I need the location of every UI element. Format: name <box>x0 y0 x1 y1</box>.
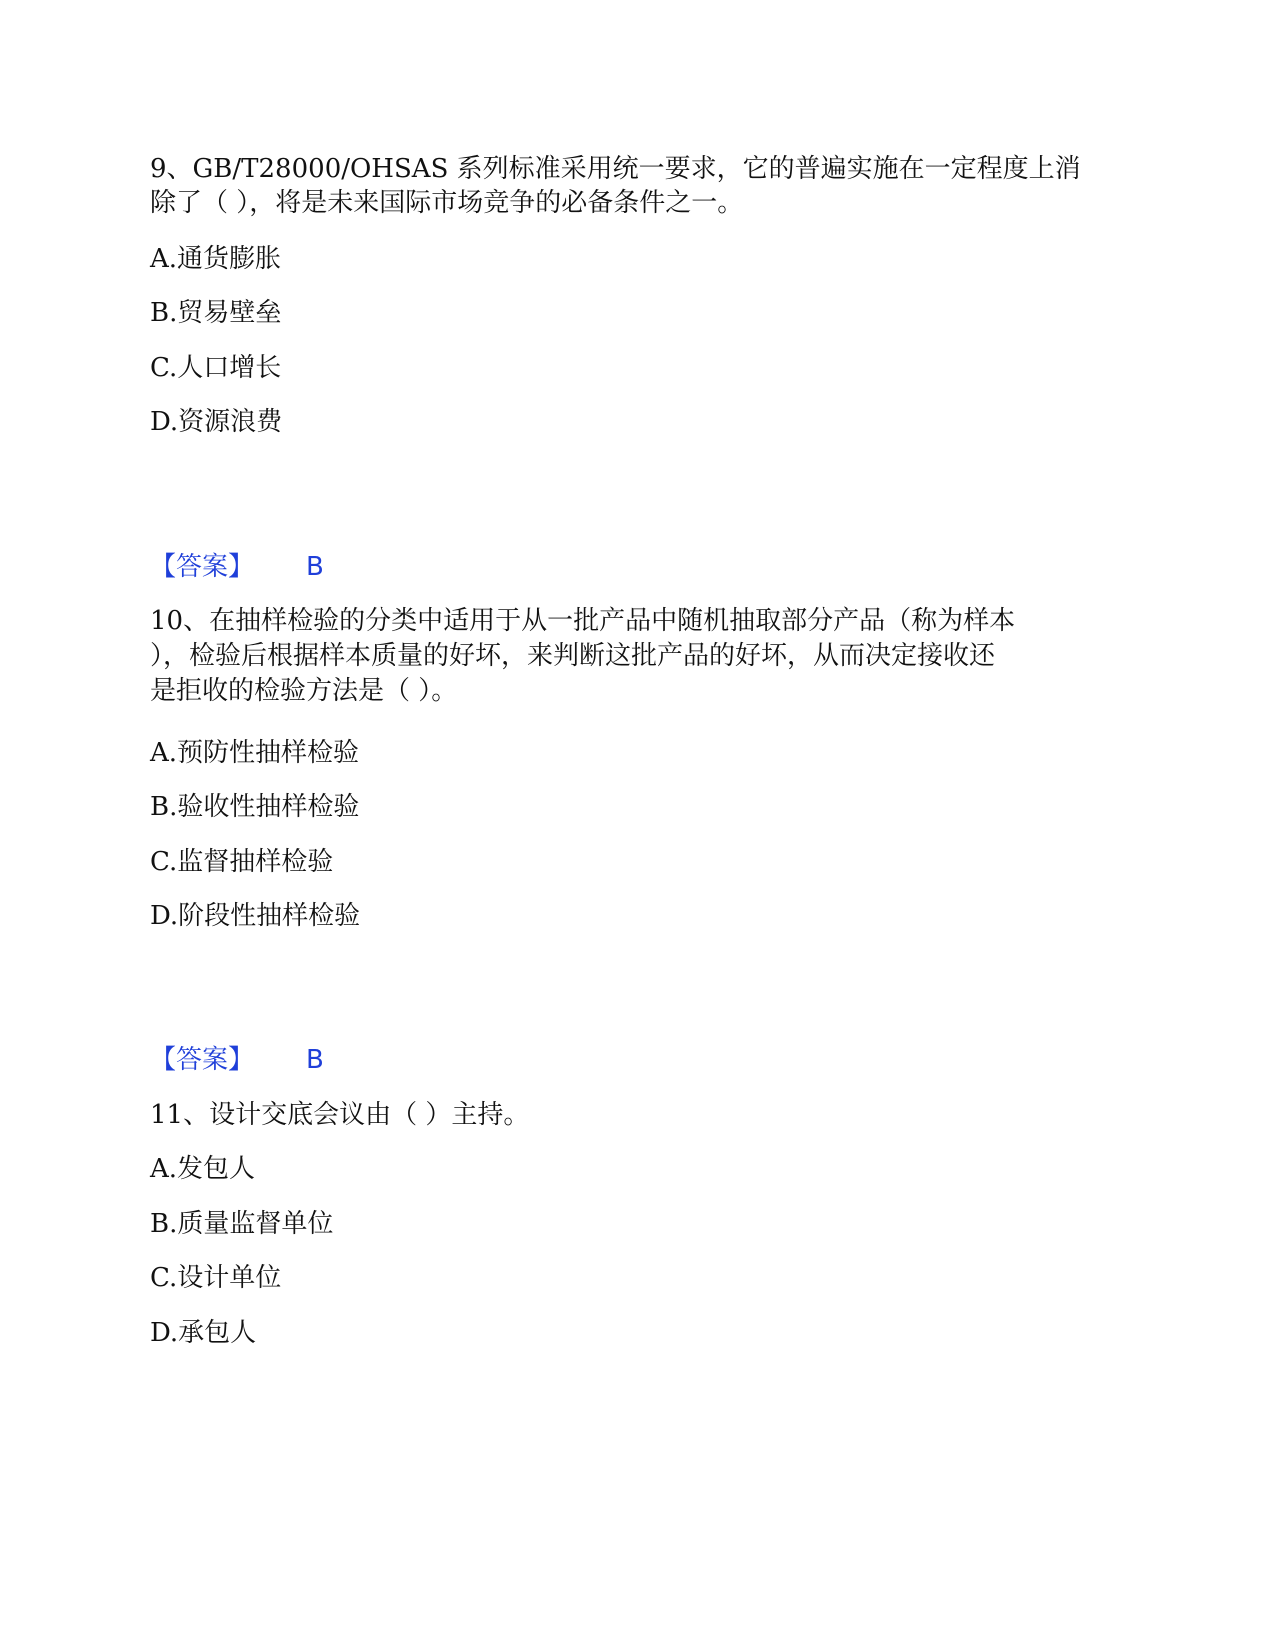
q9-stem-line-1: 9、GB/T28000/OHSAS 系列标准采用统一要求，它的普遍实施在一定程度上消 <box>150 154 1081 184</box>
q9-answer-value: B <box>306 552 324 582</box>
q10-stem-line-3: 是拒收的检验方法是（ ）。 <box>150 676 458 706</box>
q11-stem-line-1: 11、设计交底会议由（ ）主持。 <box>150 1100 530 1130</box>
q9-stem-line-2: 除了（ ），将是未来国际市场竞争的必备条件之一。 <box>150 188 744 218</box>
q10-option-a: A.预防性抽样检验 <box>150 738 360 768</box>
q9-answer-label: 【答案】 <box>150 552 255 582</box>
q10-stem-line-1: 10、在抽样检验的分类中适用于从一批产品中随机抽取部分产品（称为样本 <box>150 606 1016 636</box>
q9-option-b: B.贸易壁垒 <box>150 298 282 328</box>
q10-option-c: C.监督抽样检验 <box>150 847 334 877</box>
q10-option-d: D.阶段性抽样检验 <box>150 901 361 931</box>
q10-answer-label: 【答案】 <box>150 1045 255 1075</box>
q10-answer-value: B <box>306 1045 324 1075</box>
q9-option-a: A.通货膨胀 <box>150 244 282 274</box>
q11-option-b: B.质量监督单位 <box>150 1209 334 1239</box>
q11-option-a: A.发包人 <box>150 1154 256 1184</box>
q11-option-d: D.承包人 <box>150 1318 257 1348</box>
q10-stem-line-2: ），检验后根据样本质量的好坏，来判断这批产品的好坏，从而决定接收还 <box>150 641 996 671</box>
q11-option-c: C.设计单位 <box>150 1263 282 1293</box>
q9-option-c: C.人口增长 <box>150 353 282 383</box>
q10-option-b: B.验收性抽样检验 <box>150 792 360 822</box>
q9-answer <box>150 550 324 584</box>
q10-answer <box>150 1043 324 1077</box>
q9-option-d: D.资源浪费 <box>150 407 283 437</box>
